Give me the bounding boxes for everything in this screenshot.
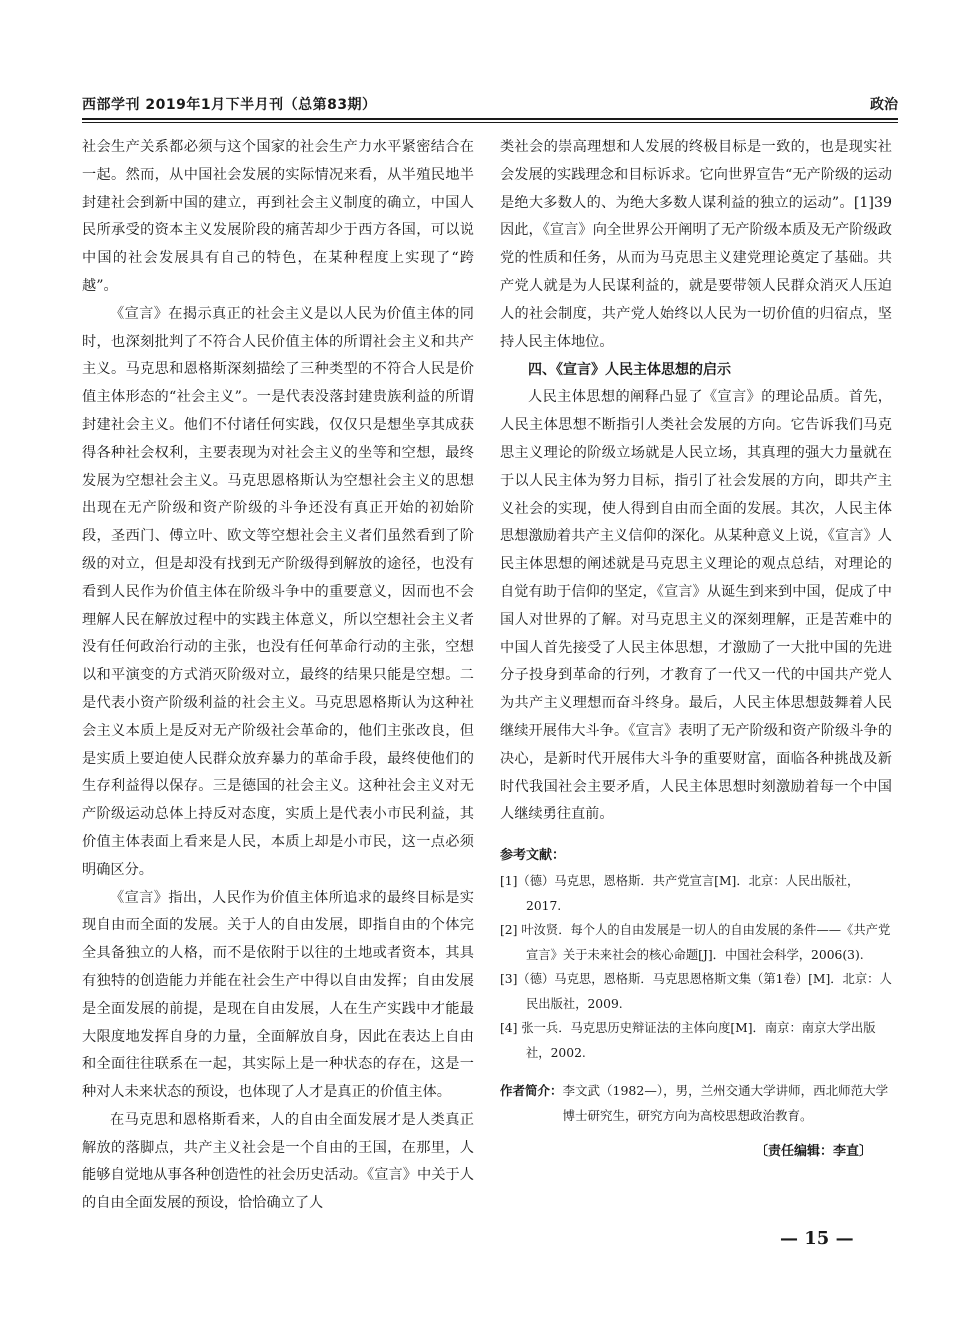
reference-item: [3]（德）马克思，恩格斯．马克思恩格斯文集（第1卷）[M]．北京：人民出版社，2009. [500, 972, 892, 1011]
author-bio-text: 李文武（1982—），男，兰州交通大学讲师，西北师范大学博士研究生，研究方向为高校思想政治教育。 [562, 1083, 889, 1123]
responsible-editor: 〔责任编辑：李直〕 [754, 1144, 872, 1160]
right-column [500, 134, 892, 1159]
references-title: 参考文献： [500, 848, 566, 864]
paragraph: 在马克思和恩格斯看来，人的自由全面发展才是人类真正解放的落脚点，共产主义社会是一个自由的王国，在那里，人能够自觉地从事各种创造性的社会历史活动。《宣言》中关于人的自由全面发展的预设，恰恰确立了人 [82, 1111, 474, 1212]
paragraph: 《宣言》指出，人民作为价值主体所追求的最终目标是实现自由而全面的发展。关于人的自由发展，即指自由的个体完全具备独立的人格，而不是依附于以往的土地或者资本，其具有独特的创造能力并能在社会生产中得以自由发挥；自由发展是全面发展的前提，是现在自由发展，人在生产实践中才能最大限度地发挥自身的力量，全面解放自身，因此在表达上自由和全面往往联系在一起，其实际上是一种状态的存在，这是一种对人未来状态的预设，也体现了人才是真正的价值主体。 [82, 889, 474, 1101]
author-bio [500, 1079, 892, 1128]
reference-item: [4] 张一兵．马克思历史辩证法的主体向度[M]．南京：南京大学出版社，2002. [500, 1021, 876, 1060]
reference-item: [1]（德）马克思，恩格斯．共产党宣言[M]．北京：人民出版社，2017. [500, 874, 860, 913]
reference-item: [2] 叶汝贤．每个人的自由发展是一切人的自由发展的条件——《共产党宣言》关于未来社会的核心命题[J]．中国社会科学，2006(3). [500, 923, 891, 962]
header-rule-thin [82, 122, 898, 123]
paragraph: 人民主体思想的阐释凸显了《宣言》的理论品质。首先，人民主体思想不断指引人类社会发展的方向。它告诉我们马克思主义理论的阶级立场就是人民立场，其真理的强大力量就在于以人民主体为努力目标，指引了社会发展的方向，即共产主义社会的实现，使人得到自由而全面的发展。其次，人民主体思想激励着共产主义信仰的深化。从某种意义上说，《宣言》人民主体思想的阐述就是马克思主义理论的观点总结，对理论的自觉有助于信仰的坚定，《宣言》从诞生到来到中国，促成了中国人对世界的了解。对马克思主义的深刻理解，正是苦难中的中国人首先接受了人民主体思想，才激励了一大批中国的先进分子投身到革命的行列，才教育了一代又一代的中国共产党人为共产主义理想而奋斗终身。最后，人民主体思想鼓舞着人民继续开展伟大斗争。《宣言》表明了无产阶级和资产阶级斗争的决心，是新时代开展伟大斗争的重要财富，面临各种挑战及新时代我国社会主要矛盾，人民主体思想时刻激励着每一个中国人继续勇往直前。 [500, 389, 892, 823]
header-rule-thick [82, 118, 898, 120]
author-bio-label: 作者简介： [500, 1083, 563, 1099]
left-column [82, 134, 474, 1218]
journal-title: 西部学刊 2019年1月下半月刊（总第83期） [82, 97, 377, 113]
section-heading: 四、《宣言》人民主体思想的启示 [528, 362, 731, 379]
paragraph: 类社会的崇高理想和人发展的终极目标是一致的，也是现实社会发展的实践理念和目标诉求。它向世界宣告“无产阶级的运动是绝大多数人的、为绝大多数人谋利益的独立的运动”。[1]39 因此，《宣言》向全世界公开阐明了无产阶级本质及无产阶级政党的性质和任务，从而为马克思主义建党理论奠定了基础。共产党人就是为人民谋利益的，就是要带领人民群众消灭人压迫人的社会制度，共产党人始终以人民为一切价值的归宿点，坚持人民主体地位。 [500, 139, 892, 350]
section-label: 政治 [870, 97, 898, 113]
paragraph: 社会生产关系都必须与这个国家的社会生产力水平紧密结合在一起。然而，从中国社会发展的实际情况来看，从半殖民地半封建社会到新中国的建立，再到社会主义制度的确立，中国人民所承受的资本主义发展阶段的痛苦却少于西方各国，可以说中国的社会发展具有自己的特色，在某种程度上实现了“跨越”。 [82, 139, 474, 294]
page-number: — 15 — [780, 1228, 854, 1249]
paragraph: 《宣言》在揭示真正的社会主义是以人民为价值主体的同时，也深刻批判了不符合人民价值主体的所谓社会主义和共产主义。马克思和恩格斯深刻描绘了三种类型的不符合人民是价值主体形态的“社会主义”。一是代表没落封建贵族利益的所谓封建社会主义。他们不付诸任何实践，仅仅只是想坐享其成获得各种社会权利，主要表现为对社会主义的坐等和空想，最终发展为空想社会主义。马克思恩格斯认为空想社会主义的思想出现在无产阶级和资产阶级的斗争还没有真正开始的初始阶段，圣西门、傅立叶、欧文等空想社会主义者们虽然看到了阶级的对立，但是却没有找到无产阶级得到解放的途径，也没有看到人民作为价值主体在阶级斗争中的重要意义，因而也不会理解人民在解放过程中的实践主体意义，所以空想社会主义者没有任何政治行动的主张，也没有任何革命行动的主张，空想以和平演变的方式消灭阶级对立，最终的结果只能是空想。二是代表小资产阶级利益的社会主义。马克思恩格斯认为这种社会主义本质上是反对无产阶级社会革命的，他们主张改良，但是实质上要迫使人民群众放弃暴力的革命手段，最终使他们的生存利益得以保存。三是德国的社会主义。这种社会主义对无产阶级运动总体上持反对态度，实质上是代表小市民利益，其价值主体表面上看来是人民，本质上却是小市民，这一点必须明确区分。 [82, 305, 474, 878]
running-header [82, 86, 898, 114]
